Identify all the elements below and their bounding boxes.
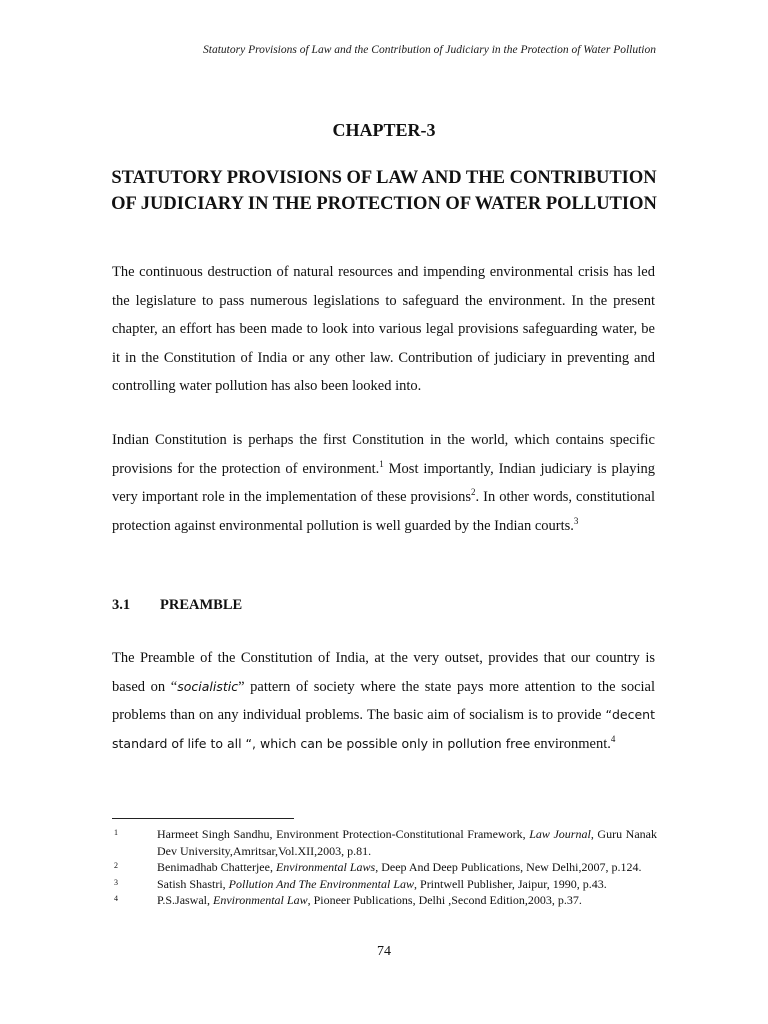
footnote-text: Satish Shastri, — [157, 876, 229, 891]
footnote-source-title: Environmental Law — [213, 893, 308, 907]
constitution-paragraph-text-1: Indian Constitution is perhaps the first Constitution in the world, which contains specific provisions for the protection of environment. — [112, 432, 655, 477]
chapter-label: CHAPTER-3 — [332, 120, 436, 140]
section-heading — [112, 597, 242, 614]
preamble-text-2: ” pattern of society where the state pays more attention to the social problems than on any individual problems. The basic aim of socialism is to provide — [112, 678, 655, 724]
footnote-2 — [112, 859, 657, 876]
footnote-divider — [112, 818, 294, 819]
chapter-title: STATUTORY PROVISIONS OF LAW AND THE CONTRIBUTION OF JUDICIARY IN THE PROTECTION OF WATER POLLUTION — [111, 168, 657, 214]
footnote-text: , Deep And Deep Publications, New Delhi,2007, p.124. — [375, 860, 642, 874]
decent-standard-quote: “decent standard of life to all “, which can be possible only in pollution free — [112, 707, 655, 751]
footnotes — [112, 826, 657, 909]
footnote-text: P.S.Jaswal, — [157, 893, 214, 907]
footnote-1 — [112, 826, 657, 859]
constitution-paragraph-text-2: Most importantly, Indian judiciary is playing very important role in the implementation of these provisions — [112, 460, 655, 506]
footnote-4 — [112, 892, 657, 909]
footnote-3 — [112, 876, 657, 893]
footnote-text: , Pioneer Publications, Delhi ,Second Edition,2003, p.37. — [307, 893, 582, 907]
footnote-text: , Guru Nanak Dev University,Amritsar,Vol.XII,2003, p.81. — [157, 827, 657, 858]
running-header: Statutory Provisions of Law and the Contribution of Judiciary in the Protection of Water Pollution — [203, 44, 656, 56]
footnote-number: 4 — [114, 894, 118, 903]
footnote-number: 2 — [114, 861, 118, 870]
footnote-ref-1: 1 — [379, 458, 384, 469]
footnote-ref-3: 3 — [573, 515, 579, 526]
footnote-number: 3 — [114, 877, 118, 887]
constitution-paragraph — [112, 426, 655, 540]
footnote-ref-4: 4 — [610, 733, 616, 744]
preamble-paragraph — [112, 644, 655, 758]
preamble-text-1: The Preamble of the Constitution of India, at the very outset, provides that our country is based on “ — [112, 650, 655, 695]
footnote-text: Benimadhab Chatterjee, — [157, 860, 276, 874]
footnote-number: 1 — [114, 828, 118, 837]
footnote-ref-2: 2 — [470, 487, 476, 498]
constitution-paragraph-text-3: . In other words, constitutional protection against environmental pollution is well guarded by the Indian courts. — [112, 489, 655, 534]
footnote-source-title: Environmental Laws — [275, 860, 376, 874]
socialistic-term: socialistic — [177, 678, 239, 694]
footnote-text: , Printwell Publisher, Jaipur, 1990, p.43. — [414, 876, 607, 891]
section-title: PREAMBLE — [160, 597, 243, 613]
page-number: 74 — [377, 944, 391, 959]
footnote-source-title: Pollution And The Environmental Law — [228, 876, 415, 891]
preamble-text-3: environment. — [530, 735, 611, 752]
intro-paragraph: The continuous destruction of natural resources and impending environmental crisis has led the legislature to pass numerous legislations to safeguard the environment. In the present chapter, an effort has been made to look into various legal provisions safeguarding water, be it in the Constitution of India or any other law. Contribution of judiciary in preventing and controlling water pollution has also been looked into. — [112, 264, 655, 395]
footnote-source-title: Law Journal — [529, 827, 591, 841]
footnote-text: Harmeet Singh Sandhu, Environment Protection-Constitutional Framework, — [157, 827, 530, 841]
section-number: 3.1 — [112, 597, 131, 613]
